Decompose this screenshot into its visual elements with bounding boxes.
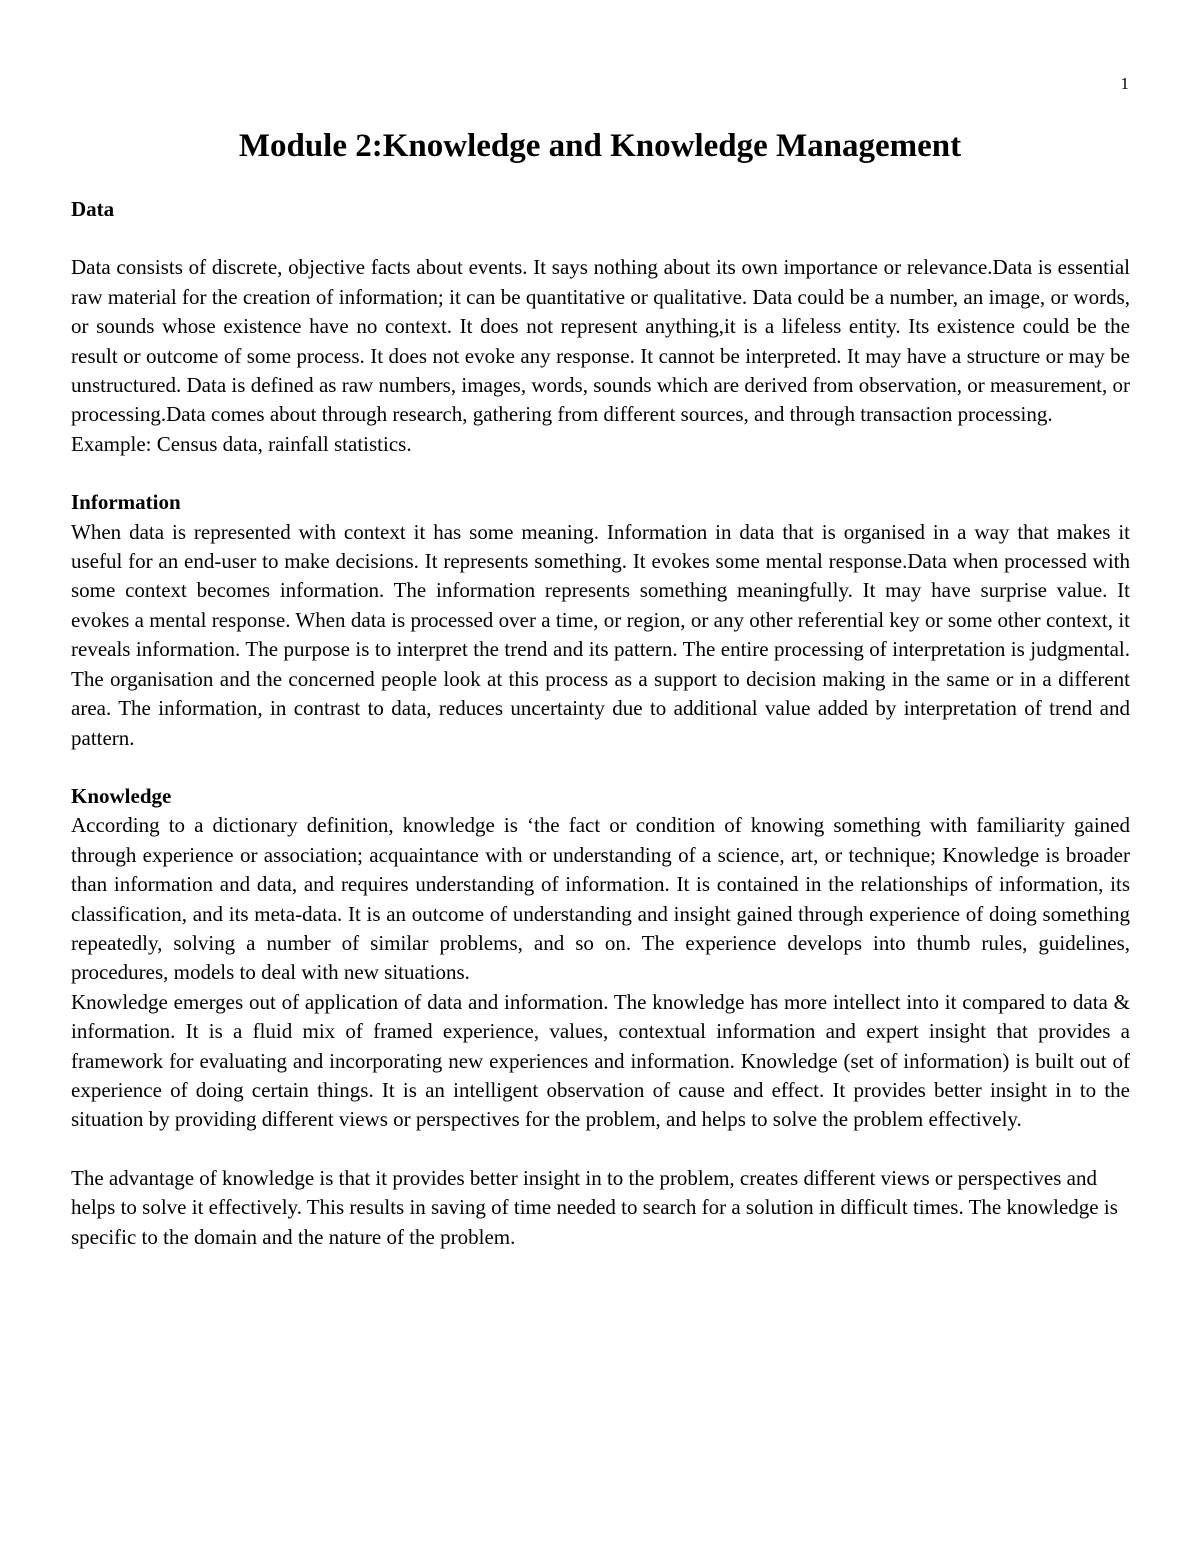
information-section	[71, 488, 1130, 753]
page-number: 1	[1120, 74, 1129, 93]
data-paragraph: Data consists of discrete, objective facts about events. It says nothing about its own importance or relevance.Data is essential raw material for the creation of information; it can be quantitative or qualitative. Data could be a number, an image, or words, or sounds whose existence have no context. It does not represent anything,it is a lifeless entity. Its existence could be the result or outcome of some process. It does not evoke any response. It cannot be interpreted. It may have a structure or may be unstructured. Data is defined as raw numbers, images, words, sounds which are derived from observation, or measurement, or processing.Data comes about through research, gathering from different sources, and through transaction processing.	[71, 255, 1130, 427]
knowledge-paragraph-1: According to a dictionary definition, knowledge is ‘the fact or condition of knowing something with familiarity gained through experience or association; acquaintance with or understanding of a science, art, or technique; Knowledge is broader than information and data, and requires understanding of information. It is contained in the relationships of information, its classification, and its meta-data. It is an outcome of understanding and insight gained through experience of doing something repeatedly, solving a number of similar problems, and so on. The experience develops into thumb rules, guidelines, procedures, models to deal with new situations.	[71, 813, 1130, 985]
page-title: Module 2:Knowledge and Knowledge Management	[238, 128, 962, 164]
information-paragraph: When data is represented with context it has some meaning. Information in data that is organised in a way that makes it useful for an end-user to make decisions. It represents something. It evokes some mental response.Data when processed with some context becomes information. The information represents something meaningfully. It may have surprise value. It evokes a mental response. When data is processed over a time, or region, or any other referential key or some other context, it reveals information. The purpose is to interpret the trend and its pattern. The entire processing of interpretation is judgmental. The organisation and the concerned people look at this process as a support to decision making in the same or in a different area. The information, in contrast to data, reduces uncertainty due to additional value added by interpretation of trend and pattern.	[71, 519, 1130, 750]
data-heading: Data	[71, 197, 115, 221]
knowledge-section	[71, 782, 1130, 1252]
data-example: Example: Census data, rainfall statistics.	[71, 431, 412, 456]
data-section	[71, 195, 1130, 459]
information-heading: Information	[71, 490, 181, 515]
knowledge-paragraph-3: The advantage of knowledge is that it provides better insight in to the problem, creates different views or perspectives and helps to solve it effectively. This results in saving of time needed to search for a solution in difficult times. The knowledge is specific to the domain and the nature of the problem.	[71, 1165, 1118, 1249]
knowledge-heading: Knowledge	[71, 783, 172, 808]
knowledge-paragraph-2: Knowledge emerges out of application of data and information. The knowledge has more intellect into it compared to data & information. It is a fluid mix of framed experience, values, contextual information and expert insight that provides a framework for evaluating and incorporating new experiences and information. Knowledge (set of information) is built out of experience of doing certain things. It is an intelligent observation of cause and effect. It provides better insight in to the situation by providing different views or perspectives for the problem, and helps to solve the problem effectively.	[71, 989, 1130, 1132]
document-body	[71, 195, 1130, 1252]
